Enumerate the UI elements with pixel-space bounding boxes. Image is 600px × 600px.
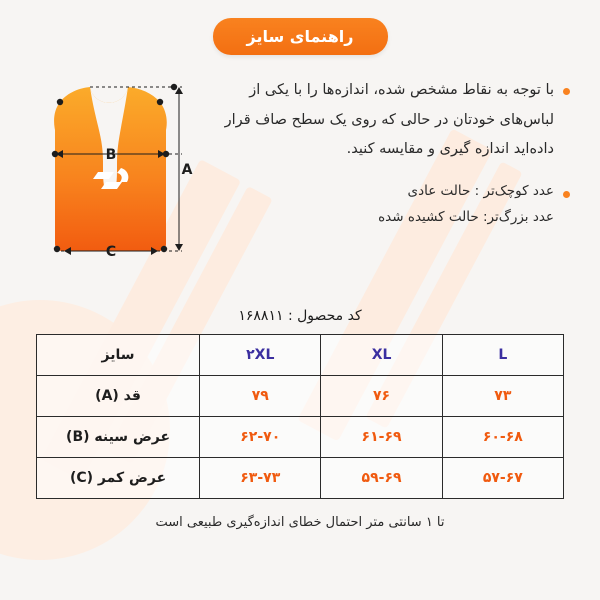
cell-waist-xl: ۵۹-۶۹ [321, 458, 442, 499]
intro-row [0, 58, 600, 298]
row-label-length: قد (A) [37, 376, 200, 417]
table-row [37, 458, 564, 499]
product-code-row [0, 304, 600, 328]
intro-text [214, 58, 576, 244]
label-c: C [105, 244, 117, 260]
table-header-size-l: L [442, 335, 563, 376]
intro-paragraph-2 [222, 179, 570, 230]
header [0, 18, 600, 55]
label-a: A [181, 162, 193, 178]
cell-length-xl: ۷۶ [321, 376, 442, 417]
cell-waist-l: ۵۷-۶۷ [442, 458, 563, 499]
footer-note: تا ۱ سانتی متر احتمال خطای اندازه‌گیری طبیعی است [155, 515, 445, 530]
table-row [37, 417, 564, 458]
table-header-row [37, 335, 564, 376]
table-row [37, 376, 564, 417]
table-header-label: سایز [37, 335, 200, 376]
cell-length-l: ۷۳ [442, 376, 563, 417]
row-label-waist: عرض کمر (C) [37, 458, 200, 499]
cell-waist-2xl: ۶۳-۷۳ [200, 458, 321, 499]
page-title: راهنمای سایز [213, 18, 388, 55]
garment-diagram [24, 68, 214, 298]
product-code [228, 304, 371, 328]
table-header-size-2xl: ۲XL [200, 335, 321, 376]
cell-length-2xl: ۷۹ [200, 376, 321, 417]
product-code-value: ۱۶۸۸۱۱ [238, 308, 284, 324]
table-header-size-xl: XL [321, 335, 442, 376]
intro-paragraph-2-line-1: عدد کوچک‌تر : حالت عادی [407, 183, 554, 200]
cell-chest-xl: ۶۱-۶۹ [321, 417, 442, 458]
size-table-wrap [0, 334, 600, 499]
cell-chest-2xl: ۶۲-۷۰ [200, 417, 321, 458]
cell-chest-l: ۶۰-۶۸ [442, 417, 563, 458]
size-table [36, 334, 564, 499]
intro-paragraph-1: با توجه به نقاط مشخص شده، اندازه‌ها را با یکی از لباس‌های خودتان در حالی که روی یک سطح صاف قرار داده‌اید اندازه گیری و مقایسه کنید. [222, 76, 570, 165]
tank-top-illustration [24, 68, 214, 298]
row-label-chest: عرض سینه (B) [37, 417, 200, 458]
intro-paragraph-2-line-2: عدد بزرگ‌تر: حالت کشیده شده [378, 208, 554, 225]
label-b: B [105, 147, 117, 163]
product-code-label: کد محصول : [287, 308, 362, 324]
